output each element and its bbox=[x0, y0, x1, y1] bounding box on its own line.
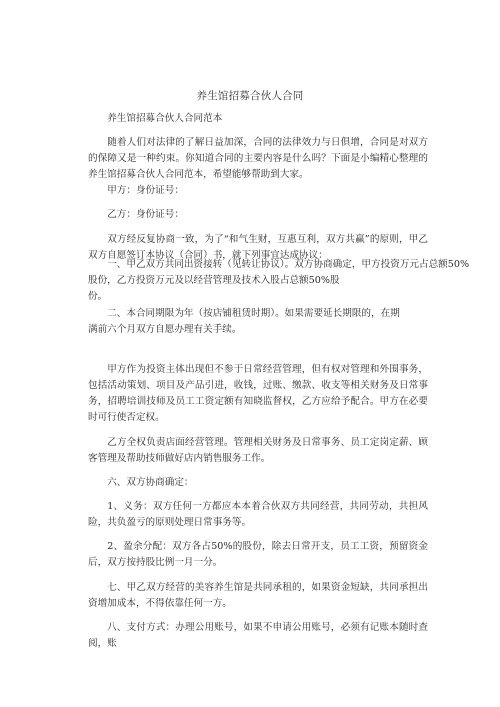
party-b-role-paragraph: 乙方全权负责店面经营管理。管理相关财务及日常事务、员工定岗定薪、顾客管理及帮助技师做好店内销售服务工作。 bbox=[88, 437, 428, 464]
preamble-paragraph: 双方经反复协商一致，为了“和气生财，互惠互利，双方共赢”的原则，甲乙双方自愿签订本协议（合同）书，就下列事宜达成协议： bbox=[88, 234, 428, 261]
party-a-line: 甲方：身份证号： bbox=[107, 185, 184, 196]
document-title: 养生馆招募合伙人合同 bbox=[196, 90, 304, 102]
clause-1-line-3: 份。 bbox=[88, 291, 108, 302]
section-7-paragraph: 七、甲乙双方经营的美容养生馆是共同承租的，如果资金短缺，共同承担出资增加成本，不得依靠任何一方。 bbox=[88, 582, 428, 609]
clause-1-line-2: 股份，乙方投资万元及以经营管理及技术入股占总额50%股 bbox=[88, 275, 340, 286]
clause-2-paragraph bbox=[88, 306, 428, 338]
document-subtitle: 养生馆招募合伙人合同范本 bbox=[107, 113, 223, 124]
clause-2-line-2: 满前六个月双方自愿办理有关手续。 bbox=[88, 324, 242, 335]
section-6-item-1: 1、义务：双方任何一方都应本本着合伙双方共同经营，共同劳动，共担风险，共负盈亏的原则处理日常事务等。 bbox=[88, 501, 428, 528]
clause-1-line-1: 一、甲乙双方共同出资接转（见转让协议）。双方协商确定，甲方投资万元占总额50% bbox=[107, 259, 470, 270]
clause-1-paragraph bbox=[88, 257, 470, 305]
section-8-paragraph: 八、支付方式：办理公用账号，如果不申请公用账号，必须有记账本随时查阅，账 bbox=[88, 622, 428, 649]
section-6-heading: 六、双方协商确定： bbox=[107, 477, 194, 488]
party-a-role-paragraph: 甲方作为投资主体出现但不参于日常经营管理，但有权对管理和外围事务，包括活动策划、项目及产品引进，收钱，过账、缴款、收支等相关财务及日常事务，招聘培训技师及员工工资定额有知晓监督权，乙方应给予配合。甲方在必要时可行使否定权。 bbox=[88, 364, 428, 423]
party-b-line: 乙方：身份证号： bbox=[107, 209, 184, 220]
clause-2-line-1: 二、本合同期限为年（按店铺租赁时期）。如果需要延长期限的，在期 bbox=[107, 308, 400, 319]
section-6-item-2: 2、盈余分配：双方各占50%的股份，除去日常开支，员工工资，预留资金后，双方按持股比例一月一分。 bbox=[88, 541, 428, 568]
intro-paragraph: 随着人们对法律的了解日益加深，合同的法律效力与日俱增，合同是对双方的保障又是一种约束。你知道合同的主要内容是什么吗？下面是小编精心整理的养生馆招募合伙人合同范本，希望能够帮助到大家。 bbox=[88, 137, 428, 180]
